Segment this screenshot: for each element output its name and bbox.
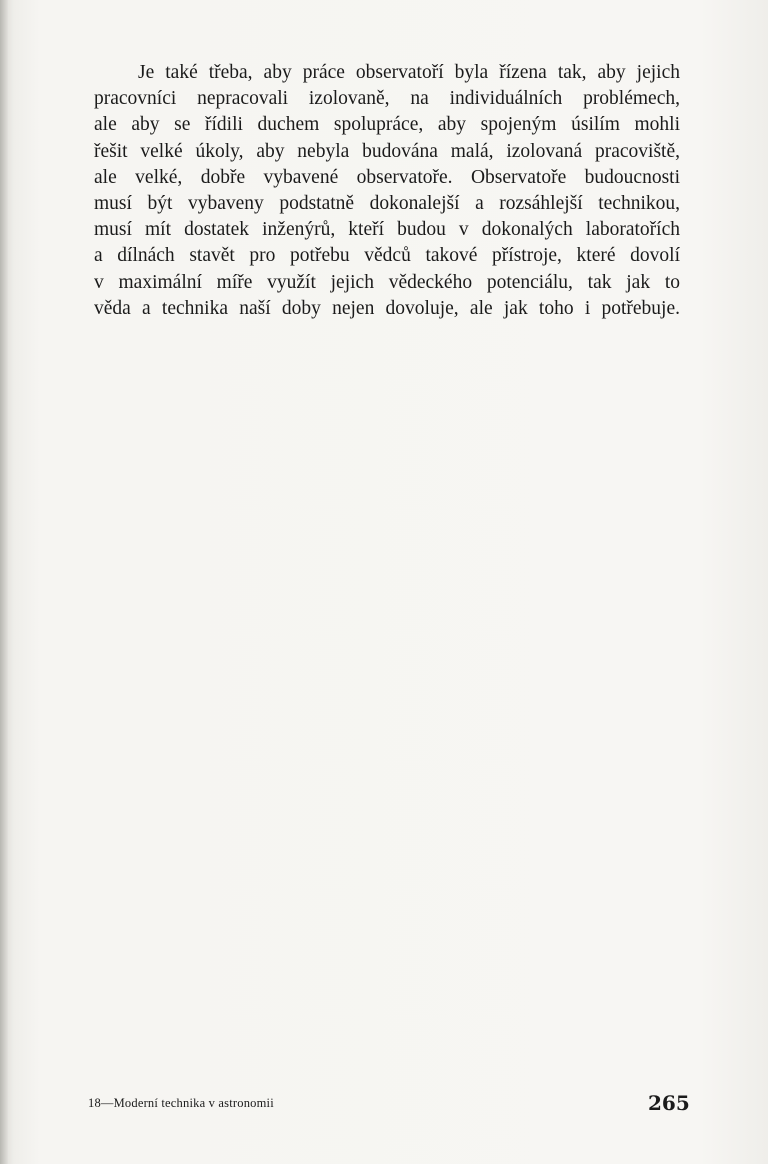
paragraph-line: ale velké, dobře vybavené observatoře. Observatoře budoucnosti: [94, 166, 680, 188]
paragraph-line: musí mít dostatek inženýrů, kteří budou v dokonalých laboratořích: [94, 219, 680, 241]
paragraph-line: ale aby se řídili duchem spolupráce, aby spojeným úsilím mohli: [94, 114, 680, 136]
signature-mark: 18—Moderní technika v astronomii: [88, 1096, 274, 1110]
paragraph-line: musí být vybaveny podstatně dokonalejší a rozsáhlejší technikou,: [94, 193, 680, 215]
paragraph-line: v maximální míře využít jejich vědeckého potenciálu, tak jak to: [94, 271, 680, 293]
paragraph-line: a dílnách stavět pro potřebu vědců takové přístroje, které dovolí: [94, 245, 680, 267]
paragraph-line: pracovníci nepracovali izolovaně, na individuálních problémech,: [94, 88, 680, 110]
page-number: 265: [648, 1091, 690, 1115]
page-spine-edge: [0, 0, 8, 1164]
body-paragraph: [94, 60, 680, 322]
paragraph-line: Je také třeba, aby práce observatoří byla řízena tak, aby jejich: [138, 62, 680, 83]
paragraph-line: řešit velké úkoly, aby nebyla budována malá, izolovaná pracoviště,: [94, 140, 680, 162]
paragraph-line: věda a technika naší doby nejen dovoluje, ale jak toho i potřebuje.: [94, 297, 680, 319]
